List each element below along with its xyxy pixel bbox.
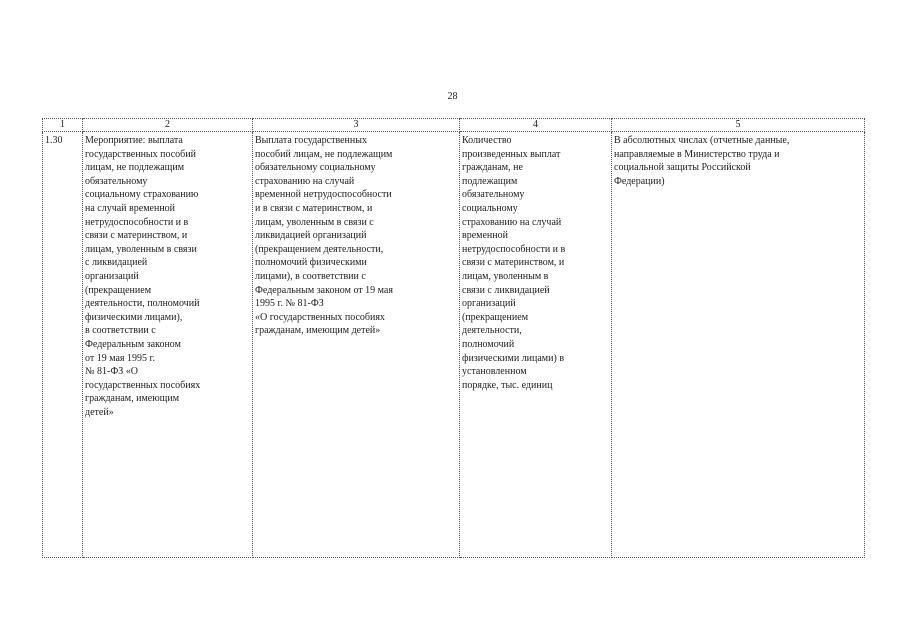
source-text: В абсолютных числах (отчетные данные, направляемые в Министерство труда и социальной защиты Российской Федерации) <box>614 135 790 187</box>
event-text: Мероприятие: выплата государственных пособий лицам, не подлежащим обязательному социальному страхованию на случай временной нетрудоспособности и в связи с материнством, и лицам, уволенным в связи с ликвидацией организаций (прекращением деятельности, полномочий физическими лицами), в соответствии с Федеральным законом от 19 мая 1995 г. № 81-ФЗ «О государственных пособиях гражданам, имеющим детей» <box>85 135 201 418</box>
page-number: 28 <box>447 91 458 102</box>
table-header-row <box>43 119 865 132</box>
description-cell <box>253 132 460 558</box>
indicator-text: Количество произведенных выплат гражданам, не подлежащим обязательному социальному страхованию на случай временной нетрудоспособности и в связи с материнством, и лицам, уволенным в связи с ликвидацией организаций (прекращением деятельности, полномочий физическими лицами) в установленном порядке, тыс. единиц <box>462 135 566 391</box>
event-cell <box>83 132 253 558</box>
column-header-1: 1 <box>43 119 83 132</box>
row-number-cell <box>43 132 83 558</box>
source-cell <box>612 132 865 558</box>
column-header-4: 4 <box>460 119 612 132</box>
column-header-2: 2 <box>83 119 253 132</box>
description-text: Выплата государственных пособий лицам, не подлежащим обязательному социальному страхованию на случай временной нетрудоспособности и в связи с материнством, и лицам, уволенным в связи с ликвидацией организаций (прекращением деятельности, полномочий физическими лицами), в соответствии с Федеральным законом от 19 мая 1995 г. № 81-ФЗ «О государственных пособиях гражданам, имеющим детей» <box>255 135 393 337</box>
table-row <box>43 132 865 558</box>
row-number: 1.30 <box>45 135 63 146</box>
column-header-3: 3 <box>253 119 460 132</box>
column-header-5: 5 <box>612 119 865 132</box>
indicators-table <box>42 118 865 558</box>
indicator-cell <box>460 132 612 558</box>
